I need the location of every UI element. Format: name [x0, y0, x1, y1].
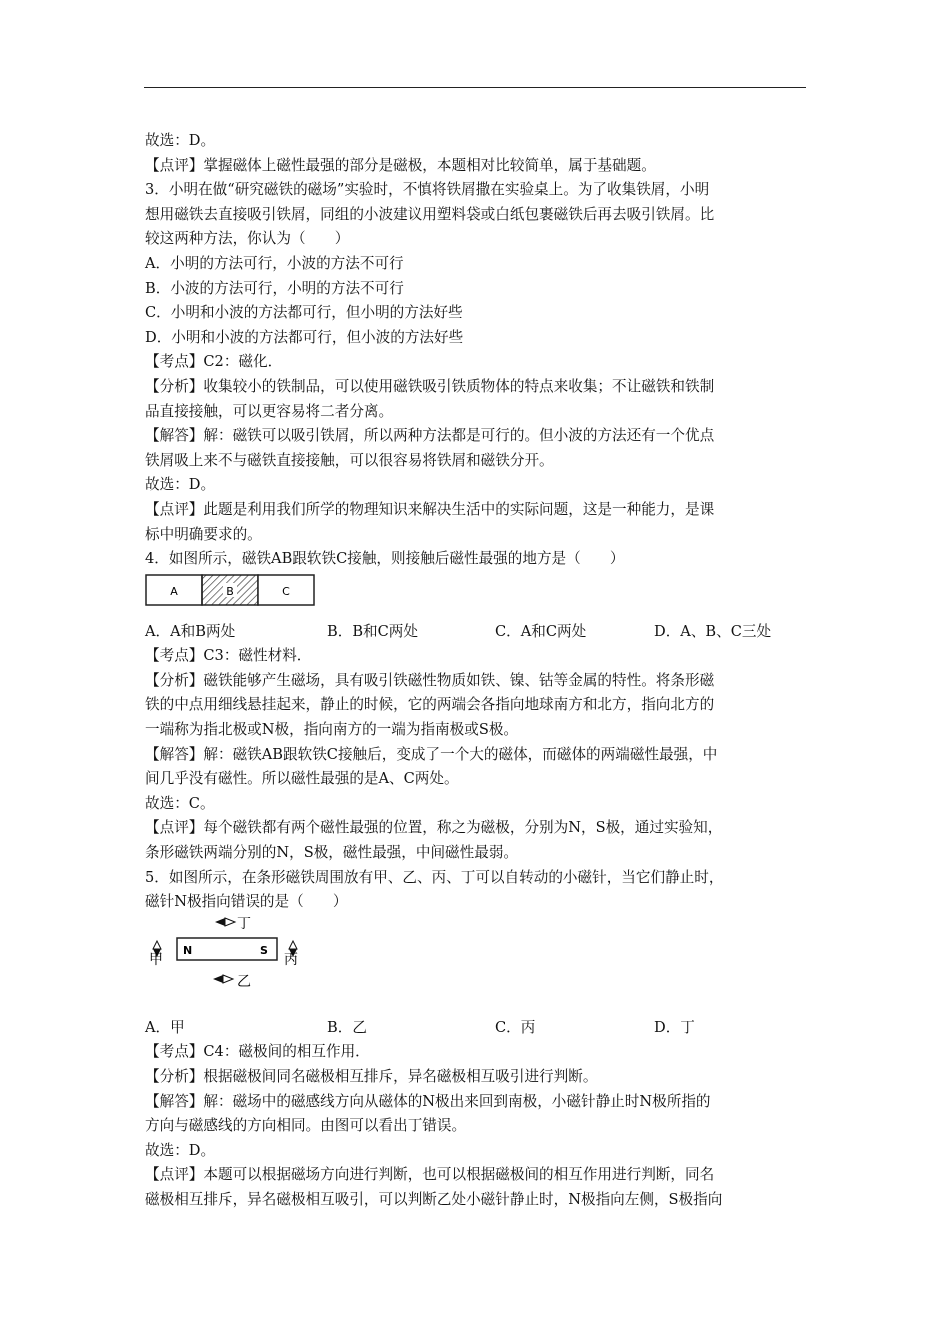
magnet-diagram [145, 572, 325, 612]
question-stem-line: 想用磁铁去直接吸引铁屑，同组的小波建议用塑料袋或白纸包裹磁铁后再去吸引铁屑。比 [145, 205, 715, 223]
analysis-line: 【分析】根据磁极间同名磁极相互排斥，异名磁极相互吸引进行判断。 [145, 1068, 598, 1085]
question-stem-line: 磁针N极指向错误的是（ ） [145, 893, 348, 911]
compass-diagram [145, 917, 315, 997]
label-ding: 丁 [237, 916, 251, 932]
label-bing: 丙 [284, 951, 298, 968]
needle-yi [213, 975, 233, 983]
question-4 [145, 547, 807, 866]
analysis-line: 品直接接触，可以更容易将二者分离。 [145, 402, 394, 420]
analysis-line: 【解答】解：磁铁可以吸引铁屑，所以两种方法都是可行的。但小波的方法还有一个优点 [145, 427, 715, 445]
label-a: A [170, 584, 178, 598]
option-b: B．小波的方法可行，小明的方法不可行 [145, 279, 404, 297]
question-5 [145, 866, 807, 1213]
option-d: D．A、B、C三处 [654, 622, 772, 640]
header-rule [144, 87, 806, 88]
option-d: D．小明和小波的方法都可行，但小波的方法好些 [145, 328, 464, 346]
question-stem-line: 较这两种方法，你认为（ ） [145, 230, 350, 248]
label-c: C [282, 584, 290, 598]
question-stem-line: 5．如图所示，在条形磁铁周围放有甲、乙、丙、丁可以自转动的小磁针，当它们静止时， [145, 868, 724, 886]
analysis-line: 故选：C。 [145, 794, 215, 812]
analysis-line: 【考点】C4：磁极间的相互作用． [145, 1043, 370, 1061]
option-c: C．小明和小波的方法都可行，但小明的方法好些 [145, 304, 463, 322]
analysis-line: 条形磁铁两端分别的N，S极，磁性最强，中间磁性最弱。 [145, 844, 519, 862]
analysis-line: 【考点】C3：磁性材料． [145, 647, 312, 665]
label-yi: 乙 [237, 973, 251, 990]
text-line: 故选：D。 [145, 132, 216, 149]
analysis-line: 【分析】收集较小的铁制品，可以使用磁铁吸引铁质物体的特点来收集；不让磁铁和铁制 [145, 377, 715, 395]
analysis-line: 【解答】解：磁铁AB跟软铁C接触后，变成了一个大的磁体，而磁体的两端磁性最强，中 [145, 745, 718, 763]
options-row [145, 1016, 807, 1041]
bar-magnet-figure [145, 915, 807, 1016]
comment-line: 【点评】掌握磁体上磁性最强的部分是磁极，本题相对比较简单，属于基础题。 [145, 156, 656, 174]
option-c: C．A和C两处 [495, 622, 587, 640]
analysis-line: 【解答】解：磁场中的磁感线方向从磁体的N极出来回到南极，小磁针静止时N极所指的 [145, 1092, 711, 1110]
analysis-line: 【点评】每个磁铁都有两个磁性最强的位置，称之为磁极，分别为N，S极，通过实验知， [145, 819, 723, 837]
option-d: D．丁 [654, 1018, 695, 1036]
analysis-line: 【考点】C2：磁化． [145, 353, 283, 371]
options-row [145, 620, 807, 645]
needle-ding [215, 918, 235, 926]
analysis-line: 磁极相互排斥，异名磁极相互吸引，可以判断乙处小磁针静止时，N极指向左侧，S极指向 [145, 1190, 723, 1208]
analysis-line: 方向与磁感线的方向相同。由图可以看出丁错误。 [145, 1117, 467, 1135]
analysis-line: 故选：D。 [145, 476, 216, 494]
option-b: B．B和C两处 [327, 622, 418, 640]
option-b: B．乙 [327, 1018, 367, 1036]
analysis-line: 标中明确要求的。 [145, 525, 262, 543]
option-a: A．甲 [145, 1018, 185, 1036]
analysis-line: 一端称为指北极或N极，指向南方的一端为指南极或S极。 [145, 721, 519, 739]
label-jia: 甲 [149, 951, 163, 968]
analysis-line: 【点评】此题是利用我们所学的物理知识来解决生活中的实际问题，这是一种能力，是课 [145, 500, 715, 518]
option-a: A．A和B两处 [145, 622, 236, 640]
analysis-line: 铁的中点用细线悬挂起来，静止的时候，它的两端会各指向地球南方和北方，指向北方的 [145, 696, 715, 714]
question-3 [145, 178, 807, 547]
label-n: N [183, 943, 193, 957]
analysis-line: 间几乎没有磁性。所以磁性最强的是A、C两处。 [145, 770, 459, 788]
label-s: S [260, 943, 268, 957]
option-a: A．小明的方法可行，小波的方法不可行 [145, 254, 404, 272]
label-b: B [226, 584, 234, 598]
document-body [145, 129, 807, 1213]
analysis-line: 【分析】磁铁能够产生磁场，具有吸引铁磁性物质如铁、镍、钴等金属的特性。将条形磁 [145, 671, 715, 689]
analysis-line: 【点评】本题可以根据磁场方向进行判断，也可以根据磁极间的相互作用进行判断，同名 [145, 1166, 715, 1184]
question-stem-line: 4．如图所示，磁铁AB跟软铁C接触，则接触后磁性最强的地方是（ ） [145, 550, 625, 568]
analysis-line: 故选：D。 [145, 1141, 216, 1159]
magnet-figure-abc [145, 572, 807, 620]
analysis-line: 铁屑吸上来不与磁铁直接接触，可以很容易将铁屑和磁铁分开。 [145, 451, 554, 469]
option-c: C．丙 [495, 1018, 536, 1036]
question-stem-line: 3．小明在做“研究磁铁的磁场”实验时，不慎将铁屑撒在实验桌上。为了收集铁屑，小明 [145, 181, 710, 199]
